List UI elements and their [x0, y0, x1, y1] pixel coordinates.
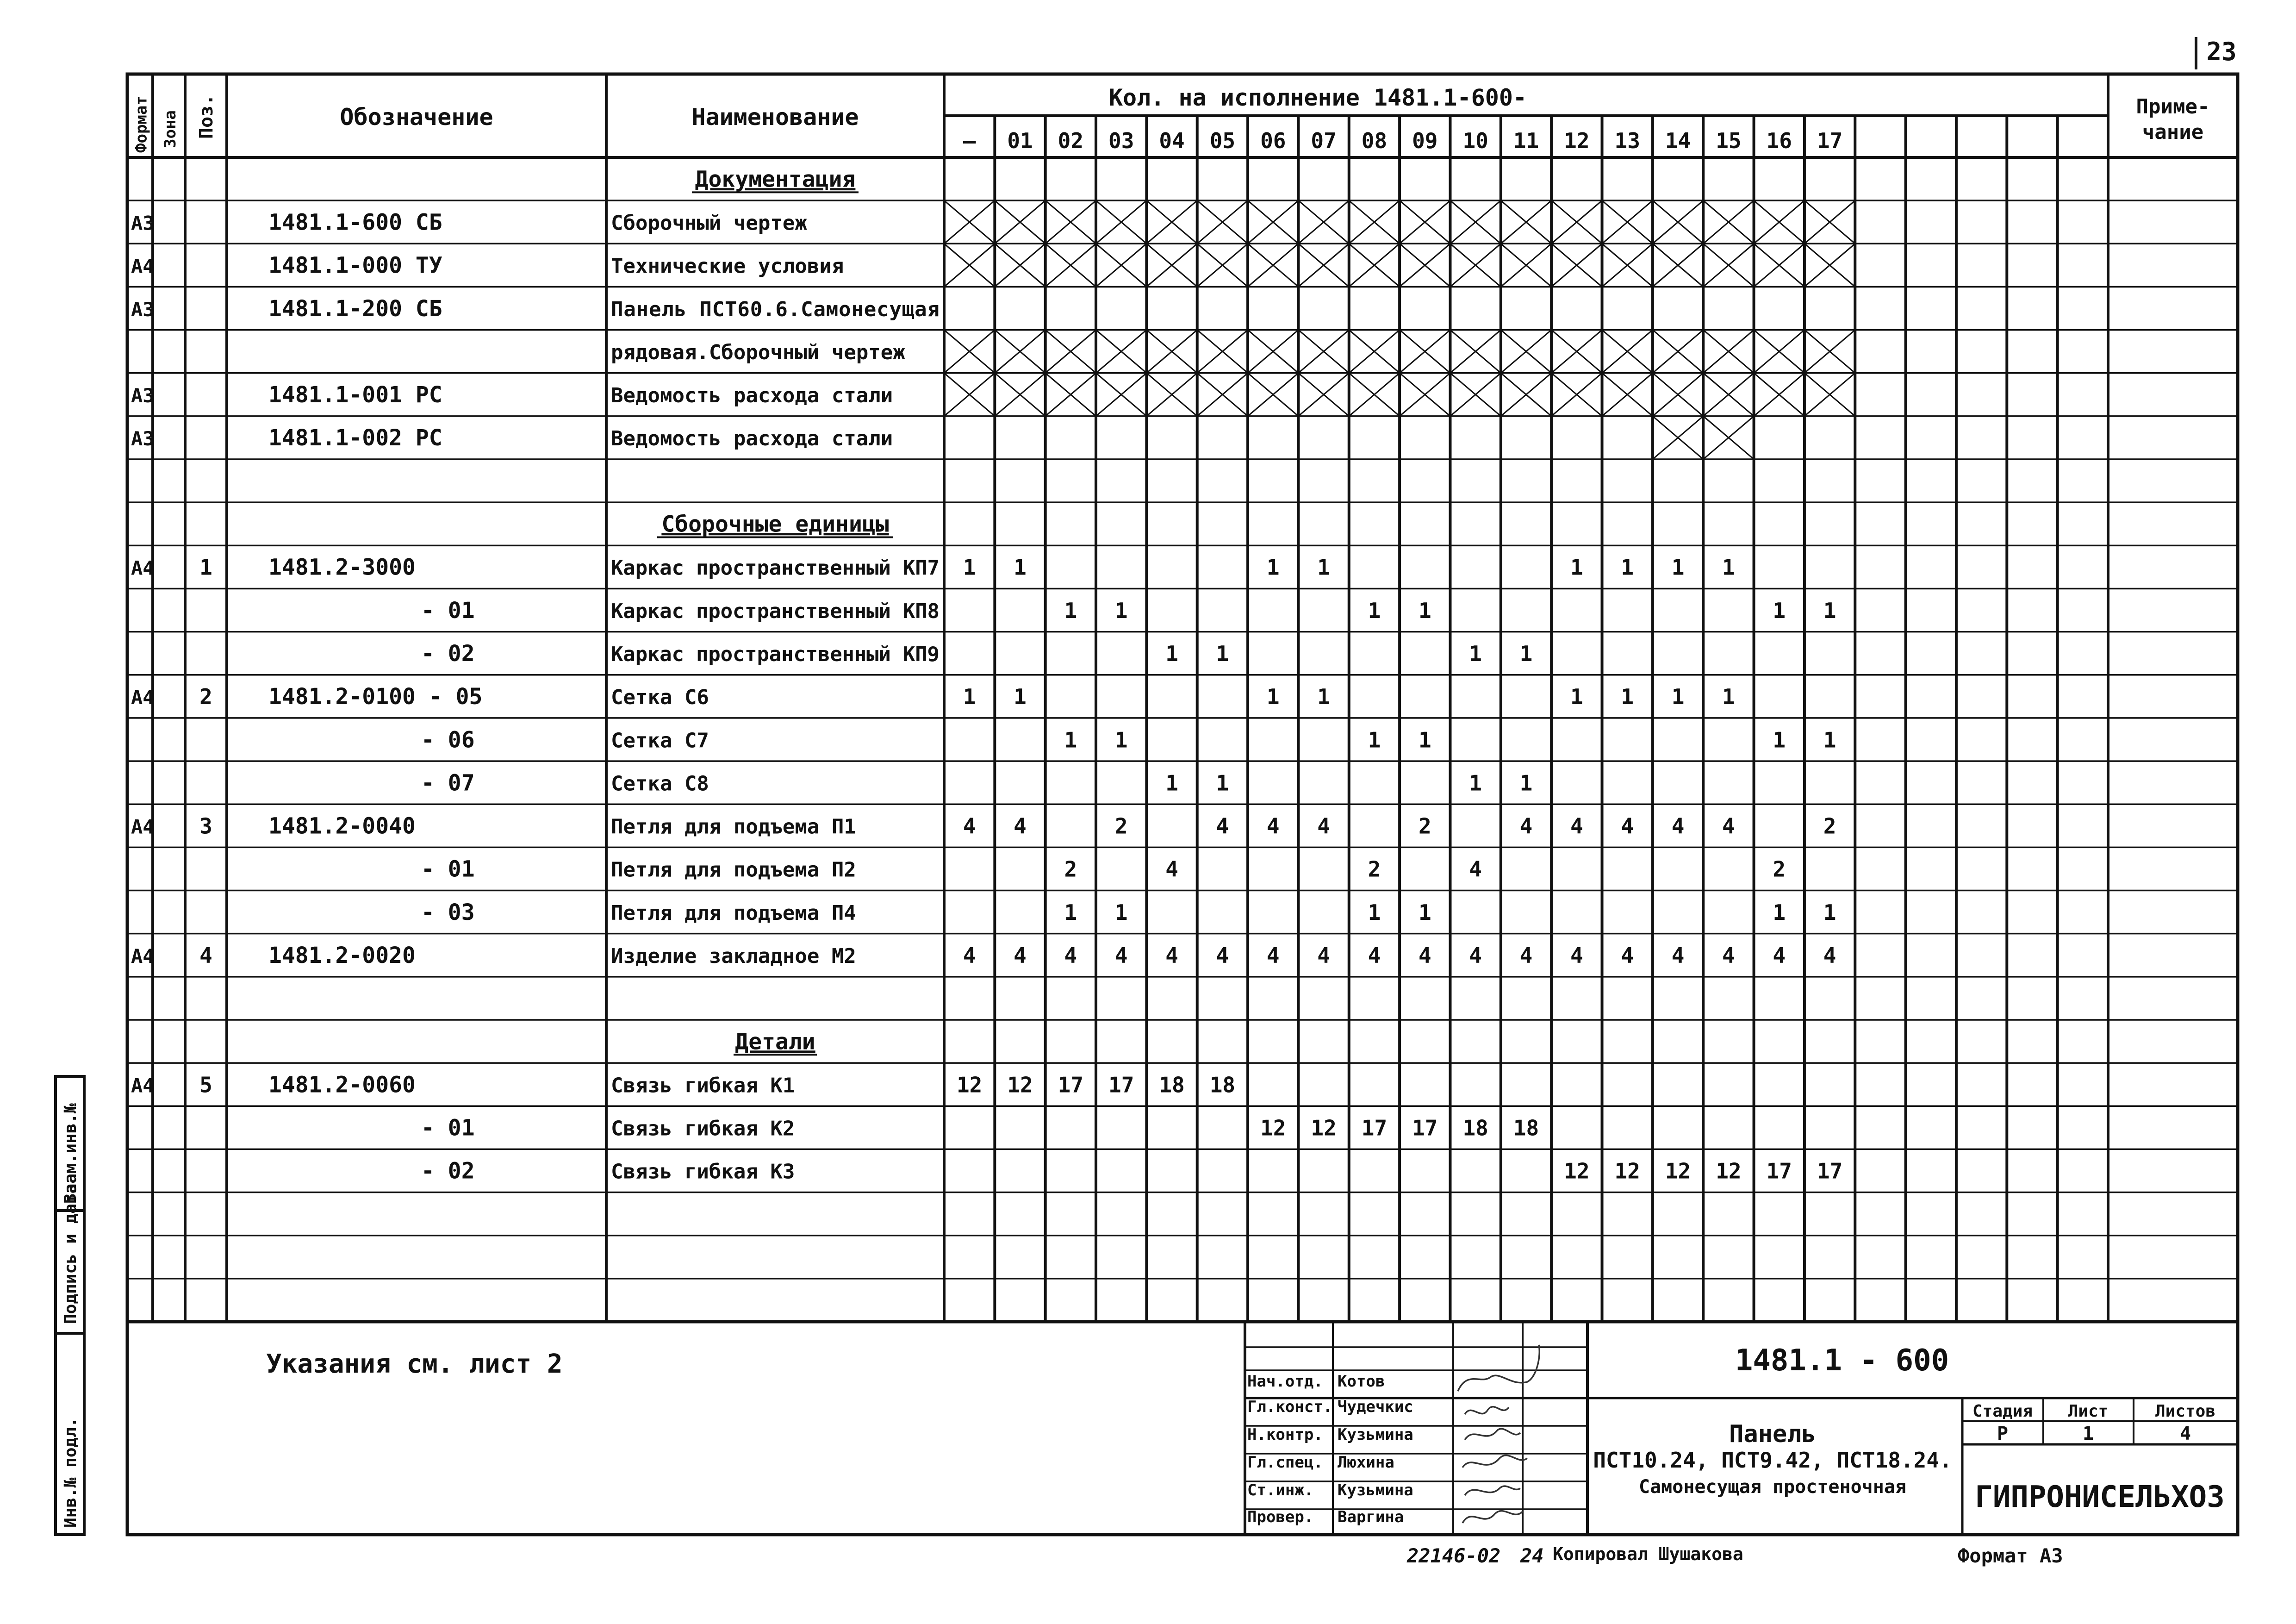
qty-row-18-col-4: 4: [1165, 943, 1178, 968]
variant-06: 06: [1260, 128, 1286, 153]
row-9-name: Каркас пространственный КП7: [611, 556, 940, 580]
row-18-position: 4: [199, 943, 212, 968]
stage-value: Р: [1997, 1423, 2009, 1444]
sheet-value: 1: [2082, 1423, 2094, 1444]
variant-13: 13: [1614, 128, 1640, 153]
qty-row-21-col-4: 18: [1159, 1072, 1185, 1098]
row-6-name: Ведомость расхода стали: [611, 427, 893, 451]
row-22-name: Связь гибкая К2: [611, 1117, 795, 1141]
qty-row-10-col-8: 1: [1368, 598, 1381, 623]
header-format: Формат: [132, 96, 151, 153]
row-2-designation: 1481.1-000 ТУ: [268, 252, 442, 279]
qty-row-22-col-6: 12: [1260, 1115, 1286, 1141]
qty-row-15-col-3: 2: [1114, 813, 1128, 839]
qty-row-12-col-14: 1: [1671, 684, 1685, 710]
qty-row-15-col-17: 2: [1823, 813, 1836, 839]
qty-row-11-col-11: 1: [1519, 641, 1533, 666]
qty-row-22-col-9: 17: [1412, 1115, 1438, 1141]
row-6-designation: 1481.1-002 РС: [268, 425, 442, 451]
qty-row-9-col-15: 1: [1722, 555, 1735, 580]
row-16-designation: - 01: [421, 856, 475, 882]
qty-row-16-col-16: 2: [1773, 856, 1786, 882]
qty-row-18-col-15: 4: [1722, 943, 1735, 968]
sheets-value: 4: [2179, 1423, 2191, 1444]
qty-row-9-col-14: 1: [1671, 555, 1685, 580]
qty-row-17-col-8: 1: [1368, 899, 1381, 925]
signatures: [1458, 1345, 1539, 1523]
qty-row-13-col-8: 1: [1368, 727, 1381, 753]
row-3-designation: 1481.1-200 СБ: [268, 295, 442, 322]
row-12-position: 2: [199, 684, 212, 710]
qty-row-15-col-6: 4: [1266, 813, 1280, 839]
qty-row-18-col-10: 4: [1469, 943, 1482, 968]
variant-03: 03: [1108, 128, 1134, 153]
title-line-2: ПСТ10.24, ПСТ9.42, ПСТ18.24.: [1593, 1448, 1952, 1473]
footer-format: Формат А3: [1958, 1544, 2063, 1567]
row-15-designation: 1481.2-0040: [268, 813, 416, 839]
qty-row-10-col-16: 1: [1773, 598, 1786, 623]
row-14-designation: - 07: [421, 770, 475, 796]
qty-row-13-col-16: 1: [1773, 727, 1786, 753]
qty-row-12-col-15: 1: [1722, 684, 1735, 710]
title-line-1: Панель: [1729, 1420, 1816, 1448]
row-12-designation: 1481.2-0100 - 05: [268, 684, 483, 710]
row-9-position: 1: [199, 555, 212, 580]
stage-label: Стадия: [1972, 1402, 2033, 1421]
qty-row-16-col-4: 4: [1165, 856, 1178, 882]
instructions-note: Указания см. лист 2: [266, 1349, 563, 1379]
row-15-format: А4: [131, 815, 155, 838]
qty-row-18-col-5: 4: [1216, 943, 1229, 968]
qty-row-12-col-7: 1: [1317, 684, 1330, 710]
qty-row-15-col-11: 4: [1519, 813, 1533, 839]
qty-row-15-col-0: 4: [963, 813, 976, 839]
variant-base: —: [963, 128, 976, 153]
section-heading-0: Документация: [695, 166, 856, 193]
qty-row-18-col-11: 4: [1519, 943, 1533, 968]
qty-row-18-col-1: 4: [1014, 943, 1027, 968]
role-5: Провер.: [1247, 1508, 1314, 1526]
document-code: 1481.1 - 600: [1735, 1343, 1949, 1378]
vzam-label: Взам.инв.№: [61, 1103, 80, 1204]
qty-row-18-col-9: 4: [1418, 943, 1431, 968]
qty-row-16-col-8: 2: [1368, 856, 1381, 882]
qty-row-15-col-1: 4: [1014, 813, 1027, 839]
role-2: Н.контр.: [1247, 1425, 1323, 1444]
row-3-name: Панель ПСТ60.6.Самонесущая: [611, 297, 940, 321]
qty-row-22-col-10: 18: [1462, 1115, 1488, 1141]
qty-row-17-col-16: 1: [1773, 899, 1786, 925]
qty-row-15-col-15: 4: [1722, 813, 1735, 839]
qty-row-23-col-16: 17: [1766, 1158, 1792, 1184]
qty-row-12-col-0: 1: [963, 684, 976, 710]
qty-row-22-col-7: 12: [1311, 1115, 1337, 1141]
inv-podl-label: Инв.№ подл.: [61, 1417, 80, 1528]
qty-row-21-col-2: 17: [1058, 1072, 1084, 1098]
qty-row-10-col-3: 1: [1114, 598, 1128, 623]
variant-15: 15: [1716, 128, 1742, 153]
row-9-format: А4: [131, 556, 155, 580]
role-name-2: Кузьмина: [1338, 1425, 1413, 1444]
role-name-5: Варгина: [1338, 1508, 1404, 1526]
variant-07: 07: [1311, 128, 1337, 153]
row-16-name: Петля для подъема П2: [611, 858, 856, 882]
role-name-4: Кузьмина: [1338, 1481, 1413, 1499]
qty-row-15-col-12: 4: [1570, 813, 1583, 839]
row-18-format: А4: [131, 945, 155, 968]
qty-row-13-col-17: 1: [1823, 727, 1836, 753]
header-designation: Обозначение: [340, 104, 493, 131]
qty-row-23-col-12: 12: [1564, 1158, 1590, 1184]
qty-row-15-col-5: 4: [1216, 813, 1229, 839]
qty-row-18-col-12: 4: [1570, 943, 1583, 968]
qty-row-13-col-9: 1: [1418, 727, 1431, 753]
qty-row-18-col-17: 4: [1823, 943, 1836, 968]
qty-row-13-col-2: 1: [1064, 727, 1077, 753]
variant-11: 11: [1513, 128, 1539, 153]
row-5-format: А3: [131, 384, 155, 407]
variant-04: 04: [1159, 128, 1185, 153]
podpis-label: Подпись и дата: [61, 1183, 80, 1324]
qty-row-10-col-9: 1: [1418, 598, 1431, 623]
qty-row-10-col-17: 1: [1823, 598, 1836, 623]
row-1-format: А3: [131, 212, 155, 235]
variant-08: 08: [1361, 128, 1388, 153]
qty-row-11-col-10: 1: [1469, 641, 1482, 666]
row-4-name: рядовая.Сборочный чертеж: [611, 340, 905, 364]
row-21-format: А4: [131, 1074, 155, 1097]
row-6-format: А3: [131, 427, 155, 450]
row-23-designation: - 02: [421, 1158, 475, 1184]
qty-row-16-col-10: 4: [1469, 856, 1482, 882]
qty-row-12-col-6: 1: [1266, 684, 1280, 710]
qty-row-9-col-1: 1: [1014, 555, 1027, 580]
row-2-format: А4: [131, 255, 155, 278]
row-17-designation: - 03: [421, 899, 475, 925]
row-1-name: Сборочный чертеж: [611, 211, 807, 235]
variant-01: 01: [1007, 128, 1033, 153]
qty-row-15-col-7: 4: [1317, 813, 1330, 839]
header-zone: Зона: [161, 110, 180, 148]
row-11-name: Каркас пространственный КП9: [611, 642, 940, 666]
row-13-designation: - 06: [421, 727, 475, 753]
qty-row-13-col-3: 1: [1114, 727, 1128, 753]
qty-row-22-col-11: 18: [1513, 1115, 1539, 1141]
row-15-position: 3: [199, 813, 212, 839]
row-22-designation: - 01: [421, 1115, 475, 1141]
qty-row-11-col-5: 1: [1216, 641, 1229, 666]
row-5-designation: 1481.1-001 РС: [268, 382, 442, 408]
title-line-3: Самонесущая простеночная: [1639, 1476, 1906, 1498]
qty-row-9-col-12: 1: [1570, 555, 1583, 580]
qty-row-14-col-10: 1: [1469, 770, 1482, 796]
variant-12: 12: [1564, 128, 1590, 153]
role-name-0: Котов: [1338, 1372, 1385, 1391]
role-name-3: Люхина: [1338, 1453, 1394, 1472]
qty-row-17-col-2: 1: [1064, 899, 1077, 925]
row-10-name: Каркас пространственный КП8: [611, 599, 940, 623]
row-18-name: Изделие закладное М2: [611, 944, 856, 968]
qty-row-17-col-3: 1: [1114, 899, 1128, 925]
variant-14: 14: [1665, 128, 1691, 153]
qty-row-9-col-6: 1: [1266, 555, 1280, 580]
row-21-name: Связь гибкая К1: [611, 1074, 795, 1098]
qty-row-14-col-11: 1: [1519, 770, 1533, 796]
header-note-line-1: Приме-: [2136, 95, 2210, 119]
qty-row-9-col-7: 1: [1317, 555, 1330, 580]
row-5-name: Ведомость расхода стали: [611, 384, 893, 408]
qty-row-9-col-13: 1: [1621, 555, 1634, 580]
qty-row-17-col-17: 1: [1823, 899, 1836, 925]
qty-row-14-col-5: 1: [1216, 770, 1229, 796]
qty-row-21-col-5: 18: [1209, 1072, 1236, 1098]
header-qty-title: Кол. на исполнение 1481.1-600-: [1108, 84, 1527, 111]
qty-row-22-col-8: 17: [1361, 1115, 1388, 1141]
qty-row-21-col-0: 12: [956, 1072, 983, 1098]
qty-row-11-col-4: 1: [1165, 641, 1178, 666]
row-12-format: А4: [131, 686, 155, 709]
qty-row-15-col-9: 2: [1418, 813, 1431, 839]
header-note-line-2: чание: [2142, 120, 2204, 144]
row-12-name: Сетка С6: [611, 686, 709, 710]
qty-row-12-col-1: 1: [1014, 684, 1027, 710]
qty-row-15-col-13: 4: [1621, 813, 1634, 839]
row-1-designation: 1481.1-600 СБ: [268, 209, 442, 236]
qty-row-18-col-8: 4: [1368, 943, 1381, 968]
qty-row-18-col-3: 4: [1114, 943, 1128, 968]
qty-row-18-col-7: 4: [1317, 943, 1330, 968]
row-21-position: 5: [199, 1072, 212, 1098]
row-10-designation: - 01: [421, 597, 475, 624]
row-9-designation: 1481.2-3000: [268, 554, 416, 581]
row-3-format: А3: [131, 298, 155, 321]
role-1: Гл.конст.: [1247, 1398, 1333, 1416]
role-name-1: Чудечкис: [1338, 1398, 1413, 1416]
qty-row-18-col-2: 4: [1064, 943, 1077, 968]
row-21-designation: 1481.2-0060: [268, 1072, 416, 1098]
sheet-number: 23: [2206, 37, 2237, 66]
qty-row-9-col-0: 1: [963, 555, 976, 580]
header-name: Наименование: [691, 104, 859, 131]
variant-05: 05: [1209, 128, 1236, 153]
variant-02: 02: [1058, 128, 1084, 153]
qty-row-12-col-12: 1: [1570, 684, 1583, 710]
sheet-label: Лист: [2068, 1402, 2109, 1421]
footer-number: 22146-02: [1407, 1544, 1501, 1567]
qty-row-18-col-0: 4: [963, 943, 976, 968]
row-18-designation: 1481.2-0020: [268, 943, 416, 969]
qty-row-23-col-15: 12: [1716, 1158, 1742, 1184]
qty-row-18-col-16: 4: [1773, 943, 1786, 968]
row-13-name: Сетка С7: [611, 729, 709, 753]
variant-09: 09: [1412, 128, 1438, 153]
qty-row-18-col-6: 4: [1266, 943, 1280, 968]
row-15-name: Петля для подъема П1: [611, 815, 856, 839]
footer-page: 24: [1520, 1544, 1544, 1567]
qty-row-23-col-13: 12: [1614, 1158, 1640, 1184]
variant-10: 10: [1462, 128, 1488, 153]
header-pos: Поз.: [196, 94, 217, 139]
qty-row-15-col-14: 4: [1671, 813, 1685, 839]
role-3: Гл.спец.: [1247, 1453, 1323, 1472]
qty-row-23-col-14: 12: [1665, 1158, 1691, 1184]
qty-row-16-col-2: 2: [1064, 856, 1077, 882]
qty-row-18-col-14: 4: [1671, 943, 1685, 968]
row-11-designation: - 02: [421, 640, 475, 667]
qty-row-23-col-17: 17: [1817, 1158, 1843, 1184]
variant-17: 17: [1817, 128, 1843, 153]
section-heading-20: Детали: [735, 1029, 815, 1055]
variant-16: 16: [1766, 128, 1792, 153]
row-17-name: Петля для подъема П4: [611, 901, 856, 925]
sheets-label: Листов: [2155, 1402, 2216, 1421]
qty-row-21-col-1: 12: [1007, 1072, 1033, 1098]
qty-row-18-col-13: 4: [1621, 943, 1634, 968]
row-14-name: Сетка С8: [611, 772, 709, 796]
qty-row-17-col-9: 1: [1418, 899, 1431, 925]
section-heading-8: Сборочные единицы: [661, 511, 889, 537]
organization-name: ГИПРОНИСЕЛЬХОЗ: [1975, 1480, 2225, 1514]
footer-copied: Копировал Шушакова: [1553, 1544, 1743, 1564]
row-2-name: Технические условия: [611, 254, 844, 278]
qty-row-14-col-4: 1: [1165, 770, 1178, 796]
role-0: Нач.отд.: [1247, 1372, 1323, 1391]
row-23-name: Связь гибкая К3: [611, 1160, 795, 1184]
qty-row-10-col-2: 1: [1064, 598, 1077, 623]
role-4: Ст.инж.: [1247, 1481, 1314, 1499]
qty-row-21-col-3: 17: [1108, 1072, 1134, 1098]
qty-row-12-col-13: 1: [1621, 684, 1634, 710]
